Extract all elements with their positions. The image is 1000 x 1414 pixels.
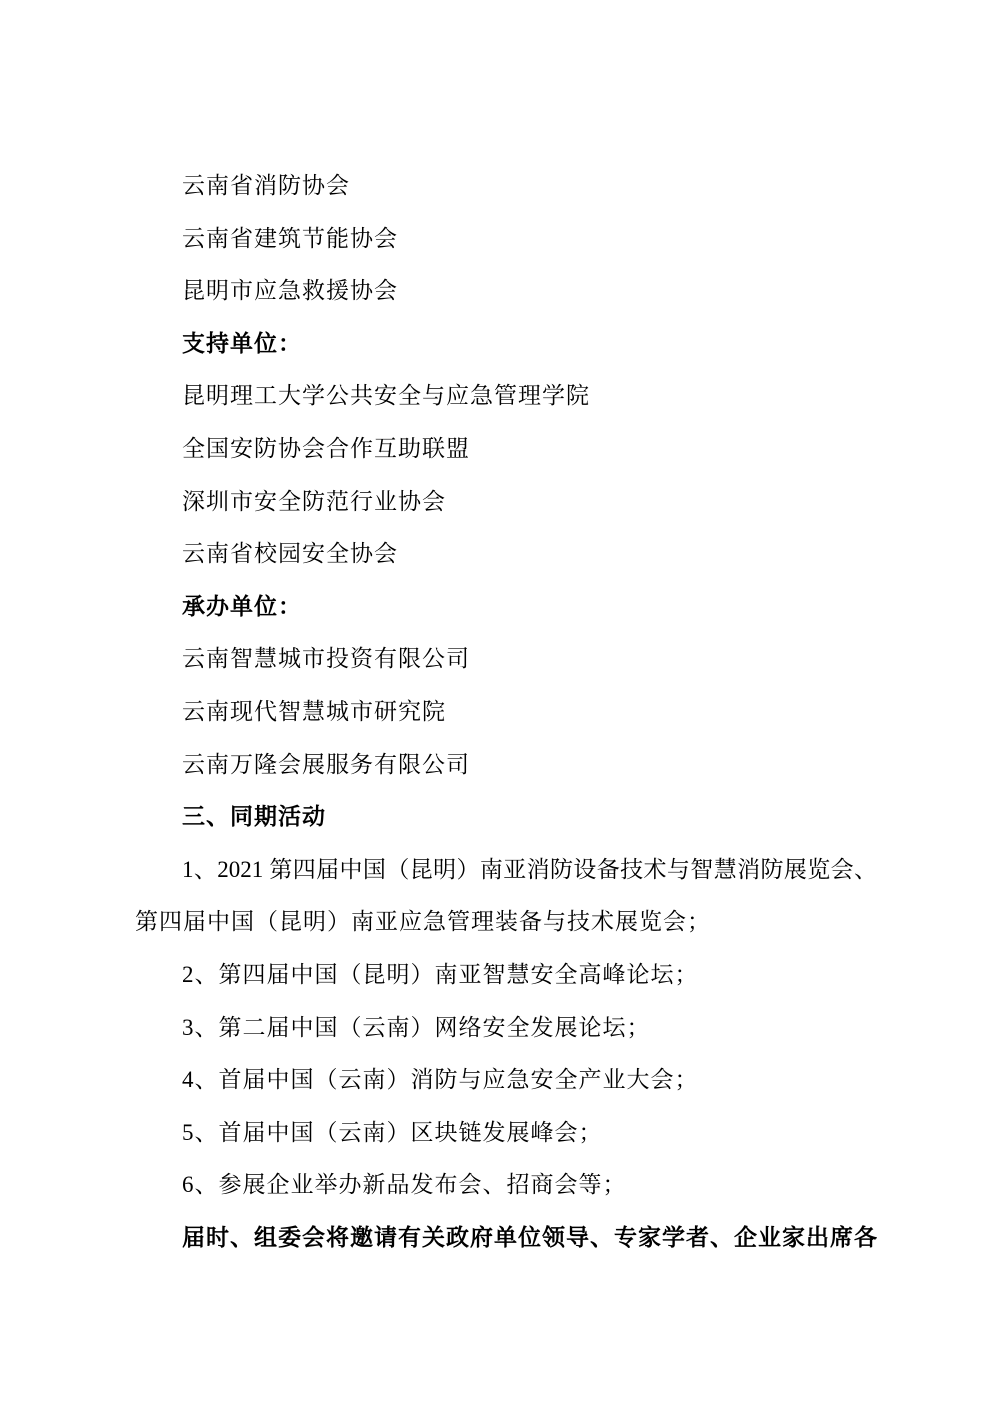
- activity-item-5: 5、首届中国（云南）区块链发展峰会；: [182, 1119, 603, 1145]
- support-unit-item: 昆明理工大学公共安全与应急管理学院: [182, 383, 590, 409]
- organizer-item: 云南万隆会展服务有限公司: [182, 751, 470, 777]
- activity-item-1-line-1: 1、2021 第四届中国（昆明）南亚消防设备技术与智慧消防展览会、: [182, 856, 877, 882]
- support-units-heading: 支持单位：: [182, 330, 302, 356]
- support-unit-item: 全国安防协会合作互助联盟: [182, 435, 470, 461]
- support-unit-item: 深圳市安全防范行业协会: [182, 488, 446, 514]
- support-unit-item: 云南省校园安全协会: [182, 541, 398, 567]
- activity-item-4: 4、首届中国（云南）消防与应急安全产业大会；: [182, 1067, 699, 1093]
- closing-note-line: 届时、组委会将邀请有关政府单位领导、专家学者、企业家出席各: [182, 1224, 877, 1250]
- organizer-item: 云南现代智慧城市研究院: [182, 698, 446, 724]
- section-heading-concurrent-activities: 三、同期活动: [182, 804, 326, 830]
- activity-item-6: 6、参展企业举办新品发布会、招商会等；: [182, 1172, 627, 1198]
- organizer-heading: 承办单位：: [182, 593, 302, 619]
- unit-item: 云南省消防协会: [182, 173, 350, 198]
- unit-item: 昆明市应急救援协会: [182, 278, 398, 304]
- activity-item-3: 3、第二届中国（云南）网络安全发展论坛；: [182, 1014, 651, 1040]
- organizer-item: 云南智慧城市投资有限公司: [182, 646, 470, 672]
- unit-item: 云南省建筑节能协会: [182, 225, 398, 251]
- document-body: [135, 160, 877, 1264]
- activity-item-2: 2、第四届中国（昆明）南亚智慧安全高峰论坛；: [182, 961, 699, 987]
- activity-item-1-line-2: 第四届中国（昆明）南亚应急管理装备与技术展览会；: [135, 909, 711, 935]
